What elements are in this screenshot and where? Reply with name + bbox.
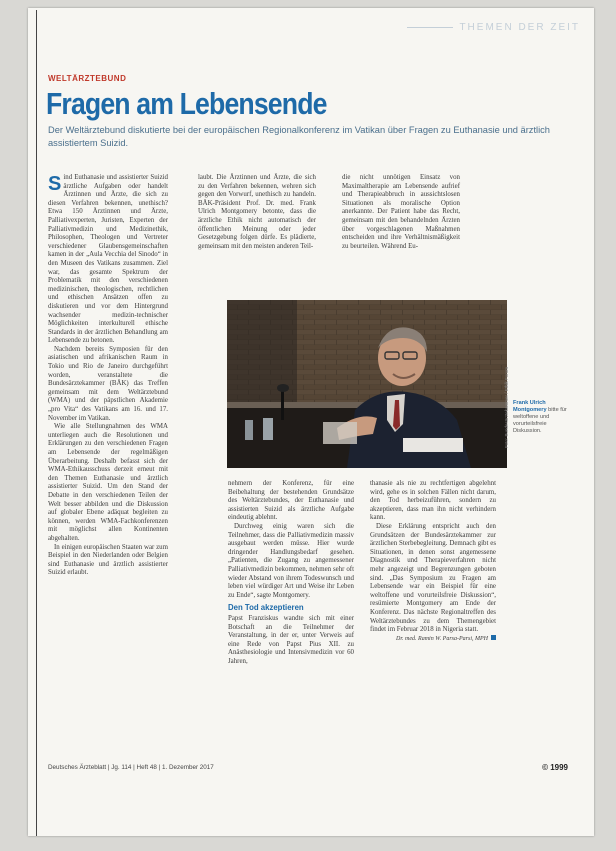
- header-rule: [407, 27, 453, 28]
- caption-text: bitte für weltoffene und vorurteilsfreie Diskussion.: [513, 407, 567, 434]
- section-header: [407, 22, 580, 33]
- paragraph: Papst Franziskus wandte sich mit einer Botschaft an die Teilnehmer der Veranstaltung, in der er, unter Verweis auf eine Rede von Papst Pius XII. zu Anästhesiologie und Intensivmedizin vor 60 Jahren,: [228, 614, 354, 665]
- article-lead: Der Weltärztebund diskutierte bei der europäischen Regionalkonferenz im Vatikan über Fragen zu Euthanasie und ärztlich assistiertem Suizid.: [48, 125, 550, 148]
- paragraph-text: ind Euthanasie und assistierter Suizid ärztliche Aufgaben oder handelt Ärztinnen und Ärzte, die sich zu diesen Verfahren bekennen, unethisch? Etwa 150 Ärztinnen und Ärzte, Palliativexperten, Juristen, Experten der Palliativmedizin und Medizinethik, Philosophen, Theologen und Vertreter verschiedener Glaubensgemeinschaften kamen in der „Aula Vecchia del Sinodo“ in den Museen des Vatikans zusammen. Ziel war, das gesamte Spektrum der Problematik mit den verschiedenen medizinischen, theologischen, rechtlichen und ethischen Ansätzen offen zu diskutieren und vor dem Hintergrund wachsender medizin-technischer Möglichkeiten interkulturell ethische Standards in der ärztlichen Behandlung am Lebensende zu betonen.: [48, 174, 168, 345]
- paragraph: Durchweg einig waren sich die Teilnehmer, dass die Palliativmedizin massiv ausgebaut werden müsse. Hier wurde dringender Handlungsbedarf gesehen. „Patienten, die Zugang zu angemessener Palliativmedizin bekommen, nehmen sehr oft wieder Abstand von ihrem Todeswunsch und leben viel würdiger Art und Weise ihr Leben zu Ende“, sagte Montgomery.: [228, 522, 354, 599]
- paragraph: laubt. Die Ärztinnen und Ärzte, die sich zu den Verfahren bekennen, wehren sich gegen den Vorwurf, unethisch zu handeln. BÄK-Präsident Prof. Dr. med. Frank Ulrich Montgomery betonte, dass die ärztliche Ethik nicht automatisch der öffentlichen Meinung oder jeder Gesetzgebung folgen dürfe. Es plädierte, gemeinsam mit den meisten anderen Teil-: [198, 174, 316, 250]
- paragraph: die nicht unnötigen Einsatz von Maximaltherapie am Lebensende aufrief und Therapieabbruch in aussichtslosen Situationen als moralische Option anerkannte. Der Patient habe das Recht, gemeinsam mit den behandelnden Ärzten über vorgeschlagenen Maßnahmen entscheiden und ihre Verhältnismäßigkeit zu beurteilen. Während Eu-: [342, 174, 460, 250]
- paragraph: [48, 174, 168, 346]
- page-footer: [48, 764, 568, 771]
- author-signature: [370, 635, 496, 644]
- footer-right-mark: © 1999: [542, 763, 568, 772]
- paragraph: Diese Erklärung entspricht auch den Grundsätzen der Bundesärztekammer zur ärztlichen Sterbebegleitung. Demnach gibt es Situationen, in denen sonst angemessene Diagnostik und Therapieverfahren nicht mehr angezeigt und Begrenzungen geboten sind. „Das Symposium zu Fragen am Lebensende war ein Beispiel für eine weltoffene und vorurteilsfreie Diskussion“, resümierte Montgomery am Ende der Konferenz. Das nächste Regionaltreffen des Weltärztebundes zu dem Themengebiet findet im Februar 2018 in Nigeria statt.: [370, 522, 496, 634]
- caption-name: Frank Ulrich Montgomery: [513, 400, 547, 413]
- photo-credit: Foto: Bundesärztekammer / Ethik Forum: [504, 366, 509, 448]
- footer-citation: Deutsches Ärzteblatt | Jg. 114 | Heft 48 | 1. Dezember 2017: [48, 764, 214, 771]
- paragraph: Wie alle Stellungnahmen des WMA unterliegen auch die Resolutionen und Erklärungen zu den verschiedenen Fragen am Lebensende der regelmäßigen Überarbeitung. Deshalb befasst sich der WMA-Ethikausschuss derzeit erneut mit den Themen Euthanasie und ärztlich assistierter Suizid. Um den Stand der Debatte in den verschiedenen Teilen der Welt besser abbilden und die Diskussion auf globaler Ebene adäquat begleiten zu können, werden WMA-Fachkonferenzen mit möglichst allen Kontinenten abgehalten.: [48, 423, 168, 542]
- article-photo: [227, 300, 507, 468]
- magazine-page: [28, 8, 594, 836]
- photo-caption: [513, 400, 575, 435]
- paragraph: Nachdem bereits Symposien für den asiatischen und afrikanischen Raum in Tokio und Rio de Janeiro durchgeführt worden, veranstaltete die Bundesärztekammer (BÄK) das Treffen gemeinsam mit dem Weltärztebund (WMA) und der päpstlichen Akademie „pro Vita“ des Vatikans am 16. und 17. November im Vatikan.: [48, 345, 168, 422]
- text-column-3-top: [342, 174, 460, 251]
- paragraph: thanasie als nie zu rechtfertigen abgelehnt wird, gehe es in solchen Fällen nicht darum, den Tod herbeizuführen, sondern zu akzeptieren, dass man ihn nicht verhindern kann.: [370, 480, 496, 522]
- subheading: Den Tod akzeptieren: [228, 603, 304, 613]
- scan-edge-line: [36, 10, 37, 836]
- text-column-1: [48, 174, 168, 578]
- text-column-2-top: [198, 174, 316, 251]
- text-column-3-bottom: [370, 480, 496, 643]
- paragraph: nehmern der Konferenz, für eine Beibehaltung der bestehenden Grundsätze des Weltärztebundes, der Euthanasie und assistierten Suizid als ärztliche Aufgabe eindeutig ablehnt.: [228, 480, 354, 522]
- article-title: Fragen am Lebensende: [46, 86, 327, 121]
- dropcap: S: [48, 173, 62, 195]
- article-kicker: WELTÄRZTEBUND: [48, 74, 127, 83]
- photo-illustration: [227, 300, 507, 468]
- end-mark: [491, 635, 496, 640]
- text-column-2-bottom: [228, 480, 354, 666]
- section-label: THEMEN DER ZEIT: [459, 22, 580, 33]
- paragraph: In einigen europäischen Staaten war zum Beispiel in den Niederlanden oder Belgien sind Euthanasie und ärztlich assistierter Suizid erlaubt.: [48, 543, 168, 577]
- signature-text: Dr. med. Ramin W. Parsa-Parsi, MPH: [396, 635, 488, 642]
